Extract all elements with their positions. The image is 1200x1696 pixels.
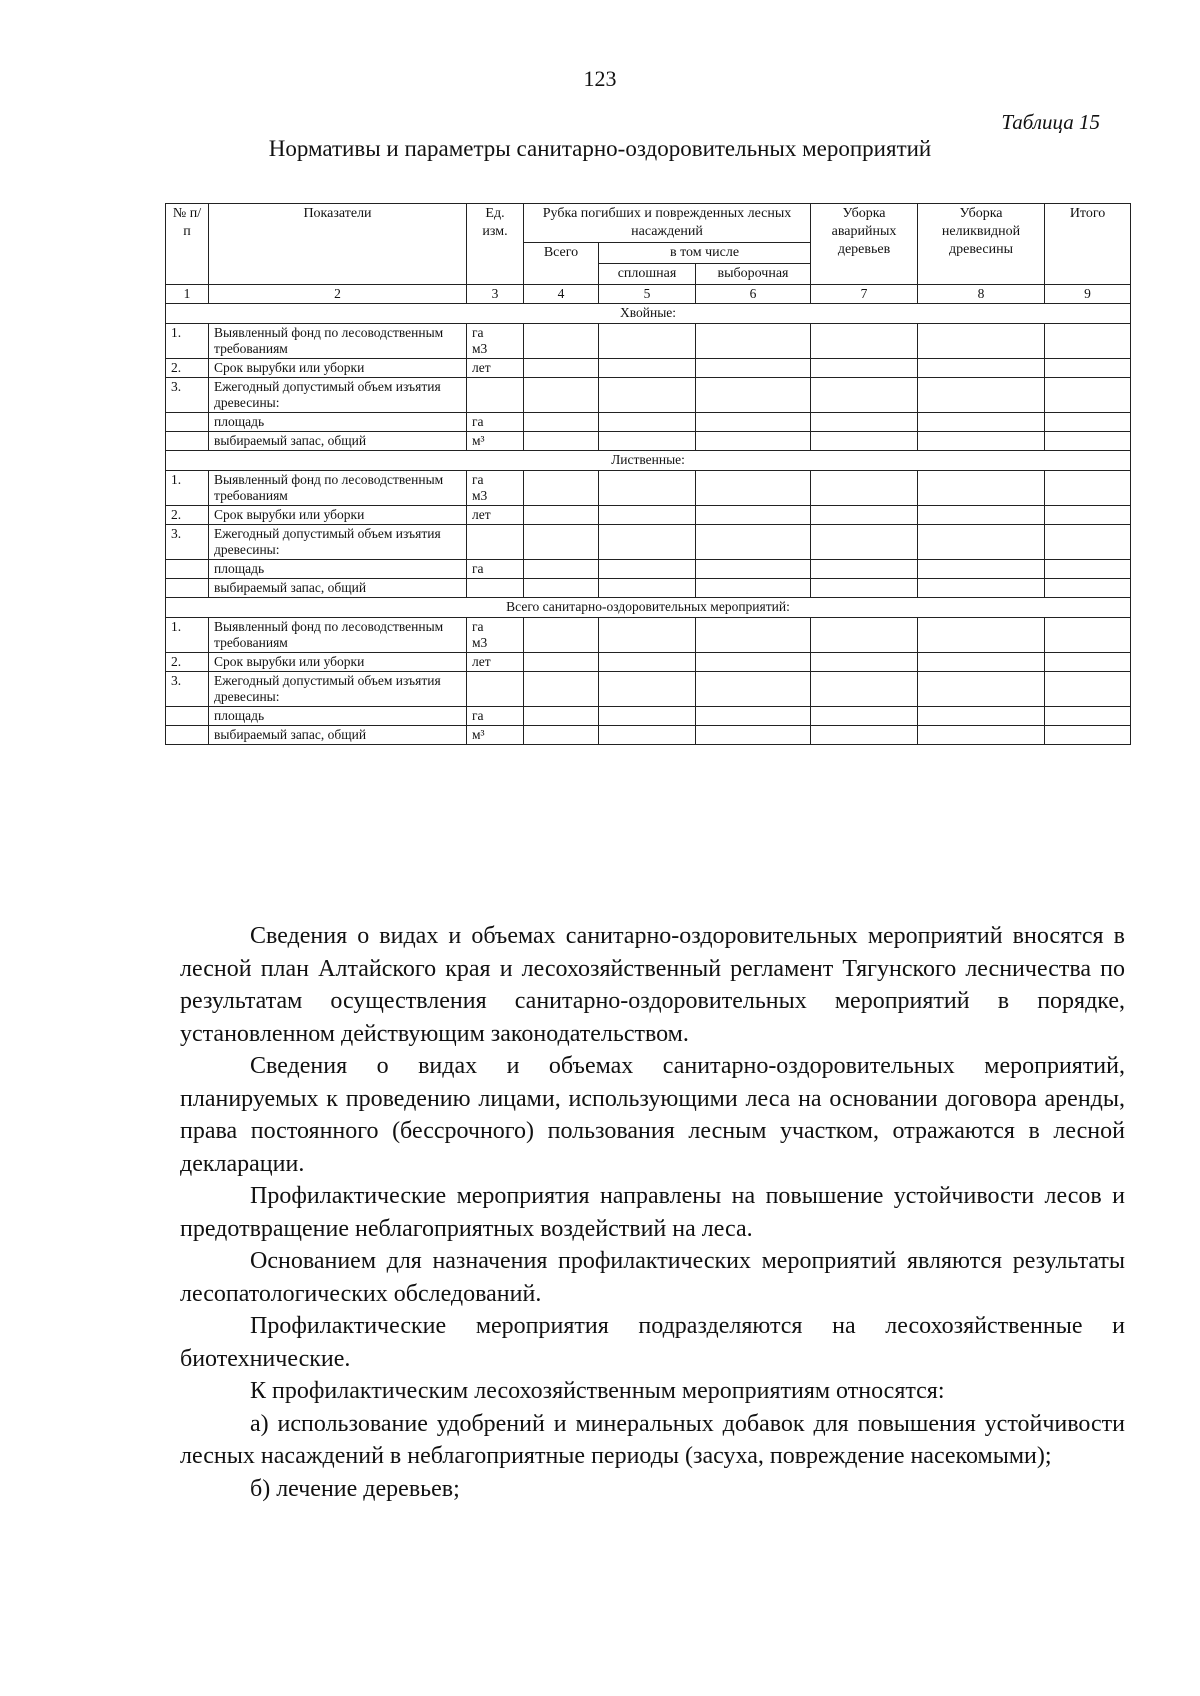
empty-cell (599, 653, 696, 672)
empty-cell (1045, 413, 1131, 432)
unit-value: м3 (472, 635, 488, 650)
empty-cell (918, 726, 1045, 745)
empty-cell (1045, 560, 1131, 579)
row-number: 3. (166, 378, 209, 413)
row-label: площадь (209, 560, 467, 579)
empty-cell (811, 471, 918, 506)
empty-cell (918, 359, 1045, 378)
empty-cell (918, 672, 1045, 707)
empty-cell (696, 378, 811, 413)
body-paragraph: Сведения о видах и объемах санитарно-оздоровительных мероприятий вносятся в лесной план Алтайского края и лесохозяйственный регламент Тягунского лесничества по результатам осуществления санитарно-оздоровительных мероприятий в порядке, установленном действующим законодательством. (180, 923, 1125, 1047)
empty-cell (696, 579, 811, 598)
table-row (166, 359, 1131, 378)
unit-value: га (472, 561, 484, 576)
section-row (166, 598, 1131, 618)
table-header (166, 204, 1131, 304)
empty-cell (524, 653, 599, 672)
row-units (467, 618, 524, 653)
row-label: выбираемый запас, общий (209, 726, 467, 745)
table-title: Нормативы и параметры санитарно-оздоровительных мероприятий (268, 136, 932, 161)
table-body (166, 304, 1131, 745)
empty-cell (599, 707, 696, 726)
empty-cell (918, 378, 1045, 413)
empty-cell (918, 579, 1045, 598)
row-label: выбираемый запас, общий (209, 579, 467, 598)
column-number: 8 (918, 285, 1045, 304)
empty-cell (524, 378, 599, 413)
empty-cell (696, 560, 811, 579)
row-units (467, 707, 524, 726)
empty-cell (811, 579, 918, 598)
empty-cell (1045, 432, 1131, 451)
empty-cell (1045, 506, 1131, 525)
empty-cell (696, 707, 811, 726)
header-num: № п/п (166, 204, 209, 285)
table-row (166, 672, 1131, 707)
empty-cell (696, 359, 811, 378)
body-paragraph: Основанием для назначения профилактических мероприятий являются результаты лесопатологических обследований. (180, 1248, 1125, 1307)
empty-cell (524, 432, 599, 451)
body-paragraph: Профилактические мероприятия направлены на повышение устойчивости лесов и предотвращение неблагоприятных воздействий на леса. (180, 1183, 1125, 1242)
row-label: площадь (209, 707, 467, 726)
empty-cell (811, 432, 918, 451)
column-number: 2 (209, 285, 467, 304)
empty-cell (1045, 707, 1131, 726)
empty-cell (696, 653, 811, 672)
row-units (467, 579, 524, 598)
empty-cell (696, 672, 811, 707)
row-units (467, 653, 524, 672)
unit-value: га (472, 619, 484, 634)
unit-value: м³ (472, 727, 485, 742)
empty-cell (599, 618, 696, 653)
header-emergency: Уборка аварийных деревьев (811, 204, 918, 285)
empty-cell (524, 525, 599, 560)
empty-cell (524, 618, 599, 653)
row-label: площадь (209, 413, 467, 432)
empty-cell (918, 471, 1045, 506)
table-row (166, 618, 1131, 653)
empty-cell (811, 726, 918, 745)
table-row (166, 707, 1131, 726)
empty-cell (696, 525, 811, 560)
column-number: 4 (524, 285, 599, 304)
empty-cell (918, 618, 1045, 653)
table-row (166, 506, 1131, 525)
section-row (166, 304, 1131, 324)
empty-cell (696, 618, 811, 653)
empty-cell (524, 560, 599, 579)
table-row (166, 471, 1131, 506)
row-number (166, 560, 209, 579)
row-units (467, 672, 524, 707)
header-clear: сплошная (599, 264, 696, 285)
table-row (166, 726, 1131, 745)
row-number: 1. (166, 618, 209, 653)
empty-cell (524, 359, 599, 378)
empty-cell (811, 653, 918, 672)
empty-cell (599, 378, 696, 413)
row-number (166, 726, 209, 745)
row-number: 1. (166, 471, 209, 506)
body-paragraph: а) использование удобрений и минеральных добавок для повышения устойчивости лесных насаждений в неблагоприятные периоды (засуха, повреждение насекомыми); (180, 1410, 1125, 1469)
unit-value: м3 (472, 341, 488, 356)
empty-cell (524, 726, 599, 745)
empty-cell (599, 579, 696, 598)
body-paragraph: Сведения о видах и объемах санитарно-оздоровительных мероприятий, планируемых к проведению лицами, использующими леса на основании договора аренды, права постоянного (бессрочного) пользования лесным участком, отражаются в лесной декларации. (180, 1053, 1125, 1177)
empty-cell (1045, 324, 1131, 359)
table-row (166, 525, 1131, 560)
empty-cell (1045, 525, 1131, 560)
empty-cell (599, 506, 696, 525)
row-number: 1. (166, 324, 209, 359)
unit-value: га (472, 325, 484, 340)
empty-cell (918, 324, 1045, 359)
unit-value: га (472, 472, 484, 487)
header-selective: выборочная (696, 264, 811, 285)
empty-cell (918, 432, 1045, 451)
row-number (166, 579, 209, 598)
empty-cell (696, 471, 811, 506)
empty-cell (524, 579, 599, 598)
row-number (166, 707, 209, 726)
empty-cell (524, 707, 599, 726)
norms-table-wrapper (165, 203, 1130, 745)
header-unit: Ед. изм. (467, 204, 524, 285)
row-label: Выявленный фонд по лесоводственным требованиям (209, 471, 467, 506)
empty-cell (811, 618, 918, 653)
empty-cell (918, 653, 1045, 672)
row-number: 3. (166, 672, 209, 707)
body-text (180, 920, 1125, 1505)
section-title: Хвойные: (166, 304, 1131, 324)
empty-cell (599, 432, 696, 451)
row-units (467, 359, 524, 378)
row-units (467, 726, 524, 745)
body-paragraph: б) лечение деревьев; (250, 1475, 460, 1502)
row-units (467, 413, 524, 432)
section-title: Лиственные: (166, 451, 1131, 471)
empty-cell (524, 324, 599, 359)
empty-cell (1045, 579, 1131, 598)
empty-cell (811, 324, 918, 359)
row-label: Срок вырубки или уборки (209, 653, 467, 672)
empty-cell (811, 525, 918, 560)
section-row (166, 451, 1131, 471)
empty-cell (696, 506, 811, 525)
header-itogo: Итого (1045, 204, 1131, 285)
row-number (166, 432, 209, 451)
empty-cell (524, 672, 599, 707)
unit-value: лет (472, 360, 491, 375)
empty-cell (918, 707, 1045, 726)
empty-cell (599, 413, 696, 432)
unit-value: га (472, 414, 484, 429)
header-felling: Рубка погибших и поврежденных лесных насаждений (524, 204, 811, 243)
header-indicators: Показатели (209, 204, 467, 285)
row-units (467, 525, 524, 560)
empty-cell (918, 525, 1045, 560)
row-units (467, 378, 524, 413)
body-paragraph: Профилактические мероприятия подразделяются на лесохозяйственные и биотехнические. (180, 1313, 1125, 1372)
row-units (467, 432, 524, 451)
empty-cell (696, 432, 811, 451)
empty-cell (811, 413, 918, 432)
column-number: 9 (1045, 285, 1131, 304)
row-label: Ежегодный допустимый объем изъятия древесины: (209, 525, 467, 560)
row-label: выбираемый запас, общий (209, 432, 467, 451)
empty-cell (599, 471, 696, 506)
empty-cell (811, 378, 918, 413)
empty-cell (599, 672, 696, 707)
empty-cell (918, 413, 1045, 432)
row-label: Выявленный фонд по лесоводственным требованиям (209, 324, 467, 359)
row-label: Ежегодный допустимый объем изъятия древесины: (209, 378, 467, 413)
empty-cell (811, 672, 918, 707)
empty-cell (918, 506, 1045, 525)
unit-value: лет (472, 507, 491, 522)
table-row (166, 413, 1131, 432)
empty-cell (811, 560, 918, 579)
unit-value: м3 (472, 488, 488, 503)
row-units (467, 471, 524, 506)
column-number: 5 (599, 285, 696, 304)
empty-cell (524, 506, 599, 525)
header-total: Всего (524, 243, 599, 285)
empty-cell (599, 359, 696, 378)
row-number: 3. (166, 525, 209, 560)
table-row (166, 432, 1131, 451)
empty-cell (1045, 471, 1131, 506)
table-row (166, 653, 1131, 672)
row-units (467, 560, 524, 579)
empty-cell (599, 324, 696, 359)
empty-cell (696, 413, 811, 432)
body-paragraph: К профилактическим лесохозяйственным мероприятиям относятся: (250, 1378, 945, 1404)
column-numbers-row (166, 285, 1131, 304)
row-label: Ежегодный допустимый объем изъятия древесины: (209, 672, 467, 707)
row-number: 2. (166, 653, 209, 672)
header-including: в том числе (599, 243, 811, 264)
empty-cell (524, 413, 599, 432)
empty-cell (1045, 378, 1131, 413)
unit-value: лет (472, 654, 491, 669)
empty-cell (1045, 359, 1131, 378)
empty-cell (696, 726, 811, 745)
table-row (166, 324, 1131, 359)
column-number: 6 (696, 285, 811, 304)
column-number: 7 (811, 285, 918, 304)
unit-value: м³ (472, 433, 485, 448)
empty-cell (1045, 726, 1131, 745)
row-label: Выявленный фонд по лесоводственным требованиям (209, 618, 467, 653)
table-row (166, 579, 1131, 598)
row-units (467, 324, 524, 359)
column-number: 3 (467, 285, 524, 304)
empty-cell (1045, 653, 1131, 672)
section-title: Всего санитарно-оздоровительных мероприятий: (166, 598, 1131, 618)
row-number: 2. (166, 359, 209, 378)
header-illiquid: Уборка неликвидной древесины (918, 204, 1045, 285)
row-label: Срок вырубки или уборки (209, 359, 467, 378)
empty-cell (1045, 618, 1131, 653)
empty-cell (696, 324, 811, 359)
table-row (166, 378, 1131, 413)
row-number: 2. (166, 506, 209, 525)
empty-cell (811, 359, 918, 378)
unit-value: га (472, 708, 484, 723)
empty-cell (811, 707, 918, 726)
row-label: Срок вырубки или уборки (209, 506, 467, 525)
row-number (166, 413, 209, 432)
column-number: 1 (166, 285, 209, 304)
empty-cell (599, 726, 696, 745)
empty-cell (599, 525, 696, 560)
empty-cell (524, 471, 599, 506)
table-row (166, 560, 1131, 579)
row-units (467, 506, 524, 525)
norms-table (165, 203, 1131, 745)
empty-cell (811, 506, 918, 525)
page-number: 123 (583, 66, 617, 91)
empty-cell (599, 560, 696, 579)
empty-cell (918, 560, 1045, 579)
table-caption: Таблица 15 (1001, 110, 1100, 134)
empty-cell (1045, 672, 1131, 707)
